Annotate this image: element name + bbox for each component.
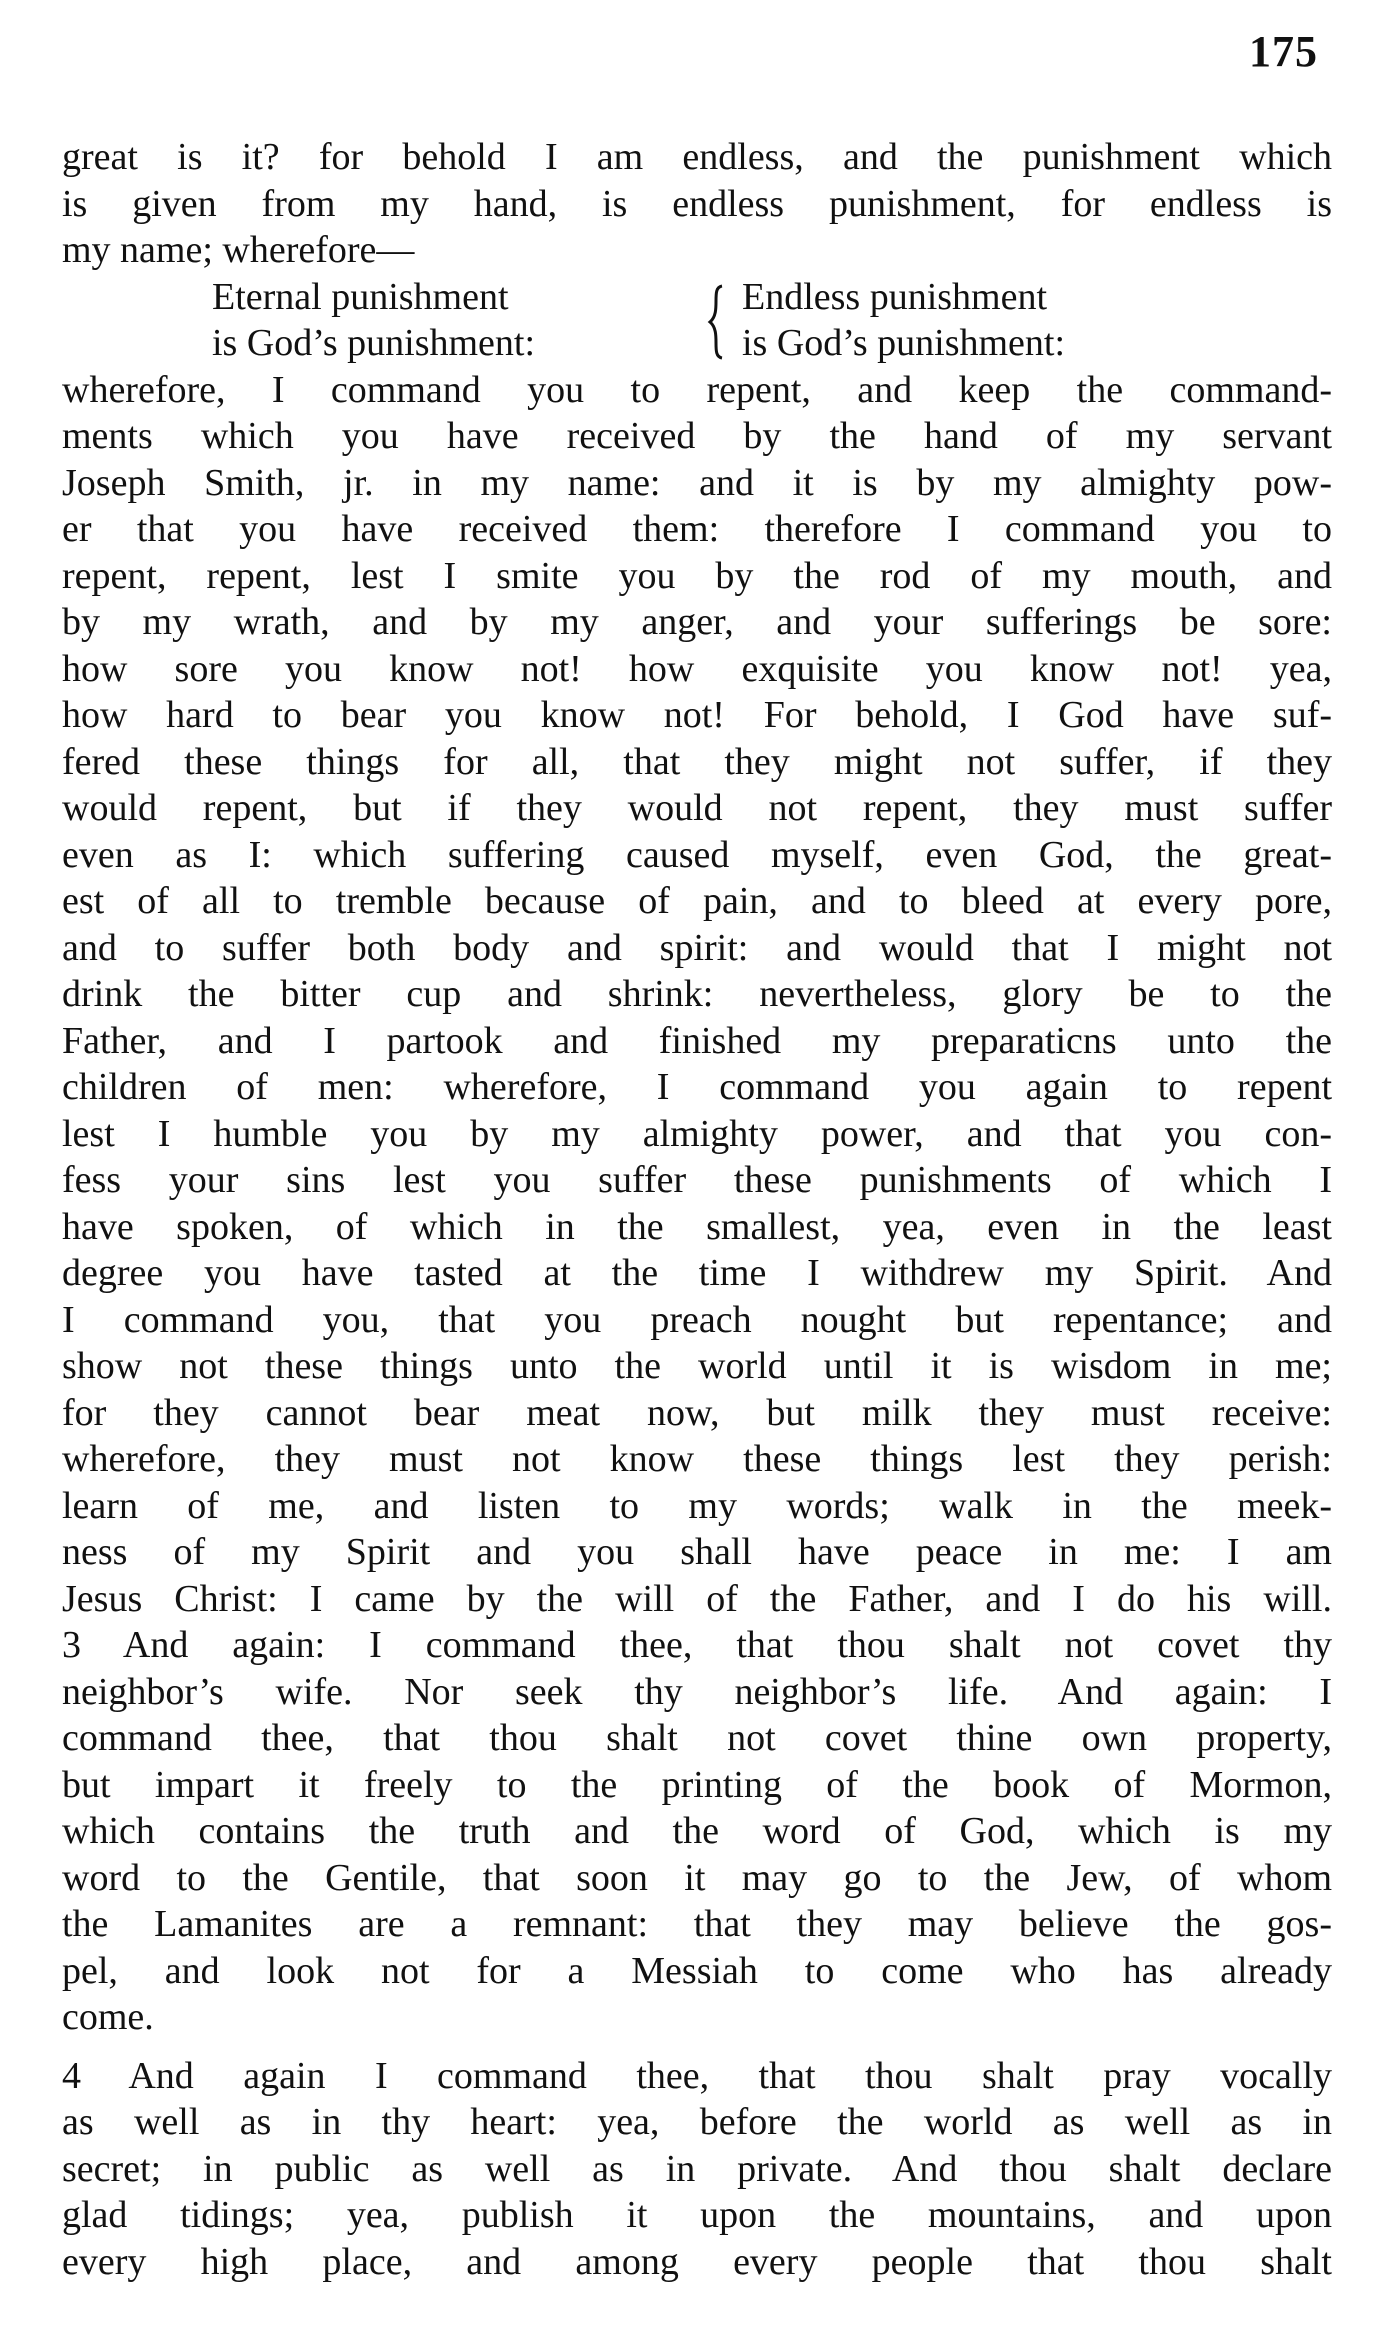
text-line: is given from my hand, is endless punishment, for endless is	[62, 182, 1332, 225]
text-line: the Lamanites are a remnant: that they may believe the gos-	[62, 1903, 1332, 1945]
text-line: and to suffer both body and spirit: and would that I might not	[62, 926, 1332, 969]
verse-4	[62, 2053, 1332, 2286]
couplet-line: is God’s punishment:	[212, 322, 536, 364]
text-line: even as I: which suffering caused myself, even God, the great-	[62, 833, 1332, 876]
text-line: great is it? for behold I am endless, and the punishment which	[62, 136, 1332, 178]
couplet-line: Eternal punishment	[212, 275, 509, 318]
text-line: come.	[62, 1996, 154, 2038]
text-line: which contains the truth and the word of God, which is my	[62, 1810, 1332, 1852]
text-line: degree you have tasted at the time I withdrew my Spirit. And	[62, 1252, 1332, 1294]
paragraph-2	[62, 367, 1332, 1623]
text-line: my name; wherefore—	[62, 229, 415, 271]
text-line: secret; in public as well as in private. And thou shalt declare	[62, 2147, 1332, 2190]
couplet-left	[212, 274, 535, 367]
text-line: fered these things for all, that they might not suffer, if they	[62, 740, 1332, 783]
text-line: have spoken, of which in the smallest, yea, even in the least	[62, 1205, 1332, 1248]
text-line: er that you have received them: therefore I command you to	[62, 508, 1332, 550]
couplet-right	[742, 274, 1065, 367]
opening-paragraph	[62, 134, 1332, 274]
text-line: how hard to bear you know not! For behold, I God have suf-	[62, 694, 1332, 736]
text-line: 4 And again I command thee, that thou shalt pray vocally	[62, 2054, 1332, 2097]
text-line: pel, and look not for a Messiah to come who has already	[62, 1949, 1332, 1992]
text-line: but impart it freely to the printing of the book of Mormon,	[62, 1763, 1332, 1806]
text-line: every high place, and among every people that thou shalt	[62, 2240, 1332, 2283]
couplet-line: Endless punishment	[742, 275, 1048, 318]
text-line: wherefore, they must not know these things lest they perish:	[62, 1438, 1332, 1480]
text-line: drink the bitter cup and shrink: nevertheless, glory be to the	[62, 973, 1332, 1015]
text-line: Joseph Smith, jr. in my name: and it is by my almighty pow-	[62, 461, 1332, 504]
text-line: est of all to tremble because of pain, and to bleed at every pore,	[62, 880, 1332, 922]
text-line: lest I humble you by my almighty power, and that you con-	[62, 1112, 1332, 1155]
text-line: fess your sins lest you suffer these punishments of which I	[62, 1159, 1332, 1201]
text-line: I command you, that you preach nought but repentance; and	[62, 1298, 1332, 1341]
text-line: by my wrath, and by my anger, and your sufferings be sore:	[62, 601, 1332, 643]
brace-icon	[702, 282, 732, 362]
text-line: as well as in thy heart: yea, before the world as well as in	[62, 2101, 1332, 2143]
text-line: for they cannot bear meat now, but milk they must receive:	[62, 1391, 1332, 1434]
text-line: show not these things unto the world until it is wisdom in me;	[62, 1345, 1332, 1387]
text-line: wherefore, I command you to repent, and keep the command-	[62, 368, 1332, 411]
text-line: repent, repent, lest I smite you by the rod of my mouth, and	[62, 554, 1332, 597]
couplet-line: is God’s punishment:	[742, 322, 1066, 364]
text-line: how sore you know not! how exquisite you know not! yea,	[62, 647, 1332, 690]
text-line: command thee, that thou shalt not covet thine own property,	[62, 1717, 1332, 1759]
text-line: glad tidings; yea, publish it upon the mountains, and upon	[62, 2194, 1332, 2236]
text-line: neighbor’s wife. Nor seek thy neighbor’s life. And again: I	[62, 1670, 1332, 1713]
text-line: word to the Gentile, that soon it may go to the Jew, of whom	[62, 1856, 1332, 1899]
text-line: Jesus Christ: I came by the will of the Father, and I do his will.	[62, 1577, 1332, 1620]
page-number: 175	[1249, 27, 1318, 76]
text-line: would repent, but if they would not repent, they must suffer	[62, 787, 1332, 829]
text-line: children of men: wherefore, I command you again to repent	[62, 1066, 1332, 1108]
text-line: ments which you have received by the hand of my servant	[62, 415, 1332, 457]
text-line: Father, and I partook and finished my preparaticns unto the	[62, 1019, 1332, 1062]
verse-3	[62, 1622, 1332, 2041]
text-line: 3 And again: I command thee, that thou shalt not covet thy	[62, 1624, 1332, 1666]
punishment-couplet	[62, 274, 1332, 367]
text-line: ness of my Spirit and you shall have peace in me: I am	[62, 1531, 1332, 1573]
body-text	[62, 134, 1332, 2285]
text-line: learn of me, and listen to my words; walk in the meek-	[62, 1484, 1332, 1527]
